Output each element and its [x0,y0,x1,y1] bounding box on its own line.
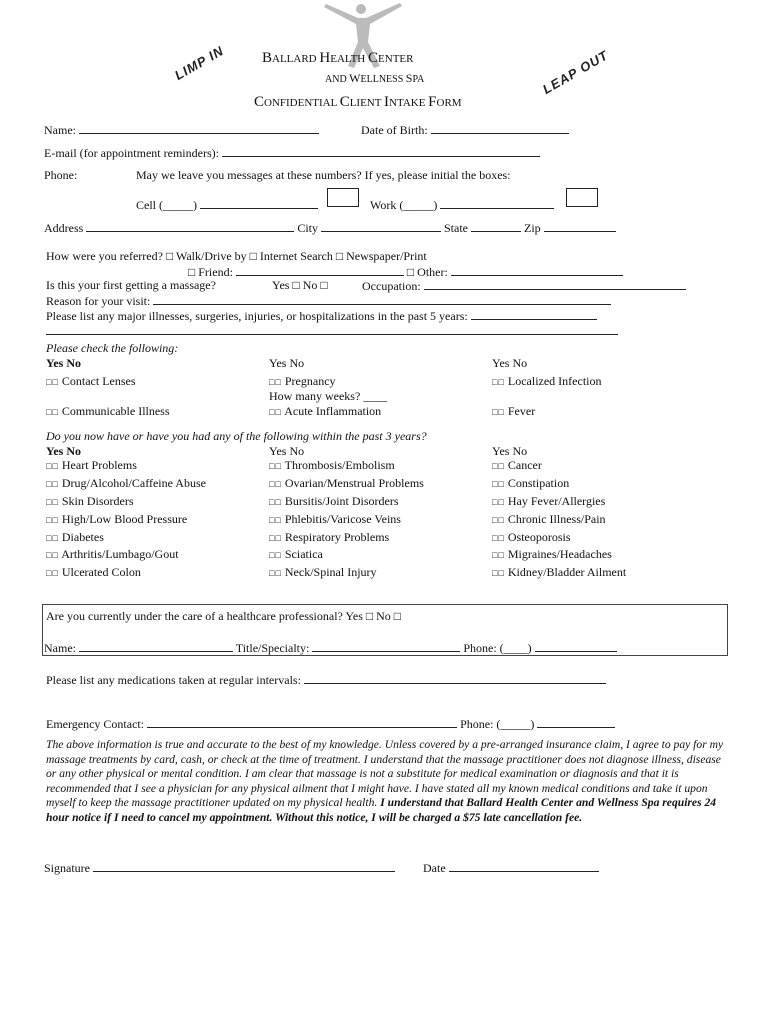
phone-message-question: May we leave you messages at these numbers? If yes, please initial the boxes: [136,168,511,182]
check-contact-lenses[interactable]: □□ Contact Lenses [46,374,136,388]
check-pregnancy[interactable]: □□ Pregnancy [269,374,336,388]
healthcare-care-question[interactable]: Are you currently under the care of a healthcare professional? Yes □ No □ [46,609,402,623]
check-following-heading: Please check the following: [46,341,179,355]
provider-title-label: Title/Specialty: [233,641,313,655]
work-initial-box[interactable] [566,188,598,207]
name-field[interactable] [44,122,319,138]
first-massage-question: Is this your first getting a massage? [46,278,216,292]
emergency-phone-label: Phone: (_____) [457,717,538,731]
org-name: BALLARD HEALTH CENTER [262,50,414,66]
healthcare-provider-row[interactable] [44,640,617,656]
referral-question[interactable]: How were you referred? □ Walk/Drive by □ Internet Search □ Newspaper/Print [46,249,427,263]
zip-label: Zip [521,221,544,235]
medications-label: Please list any medications taken at regular intervals: [46,673,304,687]
stamp-leap-out: LEAP OUT [540,47,611,97]
address-row[interactable] [44,220,616,236]
consent-text: The above information is true and accurate to the best of my knowledge. Unless covered by a pre-arranged insurance claim, I agree to pay for my massage treatments by card, cash, or check at the time of treatment. I understand that the massage practitioner does not diagnose illness, disease or any other physical or mental condition. I am clear that massage is not a substitute for medical examination or diagnosis and that it is recommended that I see a physician for any physical ailment that I might have. I have stated all my known medical conditions and take it upon myself to keep the massage practitioner updated on my physical health. [46,738,724,810]
check-bursitis[interactable]: □□ Bursitis/Joint Disorders [269,494,399,508]
signature-field[interactable] [44,860,395,876]
friend-label: □ Friend: [188,265,236,279]
check-ovarian[interactable]: □□ Ovarian/Menstrual Problems [269,476,424,490]
cancellation-notice: I understand that Ballard Health Center and Wellness Spa requires 24 hour notice if I need to cancel my appointment. Without this notice, I will be charged a $75 late cancellation fee. [46,796,717,824]
check-thrombosis[interactable]: □□ Thrombosis/Embolism [269,458,395,472]
dob-label: Date of Birth: [361,123,431,137]
check-acute-inflammation[interactable]: □□ Acute Inflammation [269,404,382,418]
check-sciatica[interactable]: □□ Sciatica [269,547,323,561]
address-label: Address [44,221,87,235]
provider-name-label: Name: [44,641,79,655]
provider-phone-label: Phone: (____) [460,641,535,655]
check-skin-disorders[interactable]: □□ Skin Disorders [46,494,134,508]
illness-label: Please list any major illnesses, surgeries, injuries, or hospitalizations in the past 5 years: [46,309,471,323]
date-label: Date [423,861,449,875]
check-fever[interactable]: □□ Fever [492,404,536,418]
check-respiratory[interactable]: □□ Respiratory Problems [269,530,390,544]
cell-initial-box[interactable] [327,188,359,207]
work-field[interactable] [370,197,554,213]
phone-label: Phone: [44,168,78,182]
work-label: Work (_____) [370,198,441,212]
yes-no-header-5: Yes No [269,444,305,458]
org-subtitle: AND WELLNESS SPA [325,71,425,85]
stamp-limp-in: LIMP IN [172,42,227,83]
emergency-contact-row[interactable] [46,716,615,732]
check-arthritis[interactable]: □□ Arthritis/Lumbago/Gout [46,547,179,561]
check-chronic-illness[interactable]: □□ Chronic Illness/Pain [492,512,606,526]
illness-field[interactable] [46,308,597,324]
yes-no-header-3: Yes No [492,356,528,370]
cell-field[interactable] [136,197,318,213]
emergency-label: Emergency Contact: [46,717,148,731]
check-ulcerated-colon[interactable]: □□ Ulcerated Colon [46,565,141,579]
check-migraines[interactable]: □□ Migraines/Headaches [492,547,612,561]
dob-field[interactable] [361,122,569,138]
occupation-label: Occupation: [362,279,424,293]
check-heart-problems[interactable]: □□ Heart Problems [46,458,137,472]
check-phlebitis[interactable]: □□ Phlebitis/Varicose Veins [269,512,401,526]
yes-no-header-6: Yes No [492,444,528,458]
check-hay-fever[interactable]: □□ Hay Fever/Allergies [492,494,606,508]
form-title: CONFIDENTIAL CLIENT INTAKE FORM [254,94,462,110]
signature-label: Signature [44,861,93,875]
check-localized-infection[interactable]: □□ Localized Infection [492,374,602,388]
check-osteoporosis[interactable]: □□ Osteoporosis [492,530,571,544]
illness-line-2[interactable] [46,323,618,339]
check-cancer[interactable]: □□ Cancer [492,458,542,472]
date-field[interactable] [423,860,599,876]
check-drug-abuse[interactable]: □□ Drug/Alcohol/Caffeine Abuse [46,476,206,490]
check-constipation[interactable]: □□ Constipation [492,476,570,490]
cell-label: Cell (_____) [136,198,200,212]
other-label: □ Other: [403,265,451,279]
yes-no-header-4: Yes No [46,444,81,458]
check-communicable-illness[interactable]: □□ Communicable Illness [46,404,170,418]
email-field[interactable] [44,145,540,161]
yes-no-header-2: Yes No [269,356,305,370]
reason-label: Reason for your visit: [46,294,154,308]
check-diabetes[interactable]: □□ Diabetes [46,530,104,544]
consent-statement [46,738,726,826]
yes-no-header-1: Yes No [46,356,81,370]
state-label: State [441,221,471,235]
medications-field[interactable] [46,672,606,688]
pregnancy-weeks[interactable]: How many weeks? ____ [269,389,388,403]
city-label: City [294,221,321,235]
reason-field[interactable] [46,293,611,309]
email-label: E-mail (for appointment reminders): [44,146,222,160]
past-3-years-heading: Do you now have or have you had any of the following within the past 3 years? [46,429,427,443]
check-neck-injury[interactable]: □□ Neck/Spinal Injury [269,565,377,579]
check-kidney[interactable]: □□ Kidney/Bladder Ailment [492,565,627,579]
first-massage-yes-no[interactable]: Yes □ No □ [272,278,328,292]
name-label: Name: [44,123,79,137]
check-blood-pressure[interactable]: □□ High/Low Blood Pressure [46,512,188,526]
occupation-field[interactable] [362,278,686,294]
